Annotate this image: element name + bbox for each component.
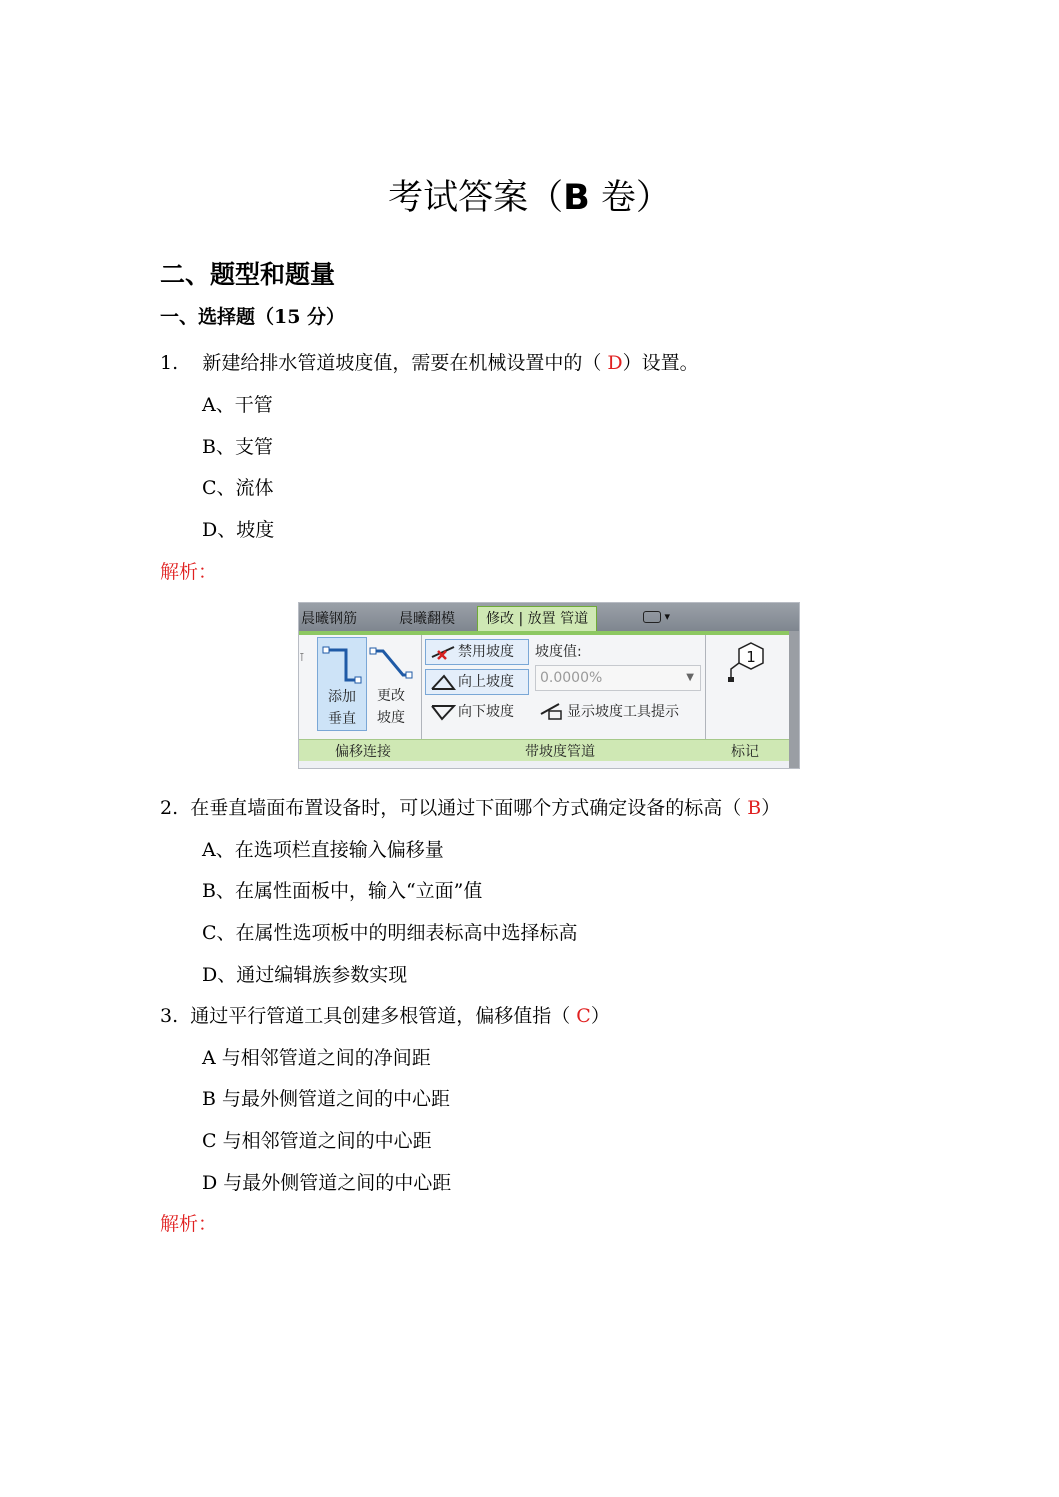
tag-on-placement-button[interactable]	[707, 637, 787, 729]
q1-option-d: D、坡度	[202, 519, 275, 541]
add-vertical-label: 添加 垂直	[328, 689, 356, 727]
question-3: 3. 通过平行管道工具创建多根管道，偏移值指（ C）	[160, 1005, 610, 1027]
panel-label-tag: 标记	[731, 744, 759, 760]
slope-up-button[interactable]: 向上坡度	[425, 669, 529, 695]
q3-option-c: C 与相邻管道之间的中心距	[202, 1130, 432, 1152]
clipped-tool-icon: ⊺	[299, 651, 305, 664]
chevron-down-icon: ▾	[664, 610, 671, 623]
tab-dropdown[interactable]	[643, 609, 675, 625]
svg-text:1: 1	[746, 648, 756, 666]
disable-slope-icon	[430, 643, 456, 661]
tag-on-placement-label	[707, 685, 787, 707]
slope-down-icon	[430, 703, 456, 721]
section-heading: 二、题型和题量	[160, 260, 336, 289]
q2-option-a: A、在选项栏直接输入偏移量	[202, 839, 444, 861]
question-2: 2. 在垂直墙面布置设备时，可以通过下面哪个方式确定设备的标高（ B）	[160, 797, 781, 819]
tab-chenxi-rebar[interactable]: 晨曦钢筋	[301, 611, 357, 627]
slope-value-dropdown[interactable]: 0.0000% ▼	[535, 665, 701, 691]
tab-chenxi-model[interactable]: 晨曦翻模	[399, 611, 455, 627]
panel-label-offset-connect: 偏移连接	[335, 744, 391, 760]
panel-label-sloped-pipe: 带坡度管道	[525, 744, 595, 760]
ribbon-scrollbar[interactable]	[789, 631, 799, 768]
add-vertical-icon	[322, 642, 362, 686]
slope-value-label: 坡度值:	[535, 644, 582, 660]
q3-option-a: A 与相邻管道之间的净间距	[202, 1047, 431, 1069]
page-title: 考试答案（B 卷）	[388, 178, 671, 218]
change-slope-label: 更改 坡度	[377, 688, 405, 726]
disable-slope-button[interactable]: 禁用坡度	[425, 639, 529, 665]
slope-tooltip-icon	[539, 702, 563, 720]
q2-option-c: C、在属性选项板中的明细表标高中选择标高	[202, 922, 578, 944]
ribbon-minimize-icon	[643, 611, 661, 623]
question-1: 1. 新建给排水管道坡度值，需要在机械设置中的（ D）设置。	[160, 352, 699, 374]
add-vertical-button[interactable]	[317, 637, 367, 731]
slope-down-button[interactable]: 向下坡度	[425, 699, 529, 725]
analysis-label-2: 解析：	[160, 1213, 218, 1235]
ribbon-screenshot: 晨曦钢筋 晨曦翻模 修改 | 放置 管道 ▾ ⊺ 添加 垂直 更改 坡度 禁用坡度 向上坡度 向下坡度 坡度值: 0.0000% ▼ 显示坡度工具提示 1 偏移连接 带坡度管道 标记	[298, 602, 800, 769]
q1-option-b: B、支管	[202, 436, 273, 458]
q3-option-d: D 与最外侧管道之间的中心距	[202, 1172, 452, 1194]
analysis-label-1: 解析：	[160, 561, 218, 583]
tag-icon	[725, 639, 769, 683]
chevron-down-icon: ▼	[686, 672, 694, 683]
change-slope-button[interactable]	[367, 637, 415, 729]
q2-option-b: B、在属性面板中，输入“立面”值	[202, 880, 483, 902]
tab-modify-place-pipe[interactable]: 修改 | 放置 管道	[477, 606, 597, 631]
change-slope-icon	[369, 641, 413, 685]
slope-up-icon	[430, 673, 456, 691]
q1-option-c: C、流体	[202, 477, 274, 499]
subsection-heading: 一、选择题（15 分）	[160, 306, 346, 328]
q2-option-d: D、通过编辑族参数实现	[202, 964, 408, 986]
q3-option-b: B 与最外侧管道之间的中心距	[202, 1088, 451, 1110]
q1-option-a: A、干管	[202, 394, 273, 416]
ribbon-panel-footer	[299, 739, 799, 761]
